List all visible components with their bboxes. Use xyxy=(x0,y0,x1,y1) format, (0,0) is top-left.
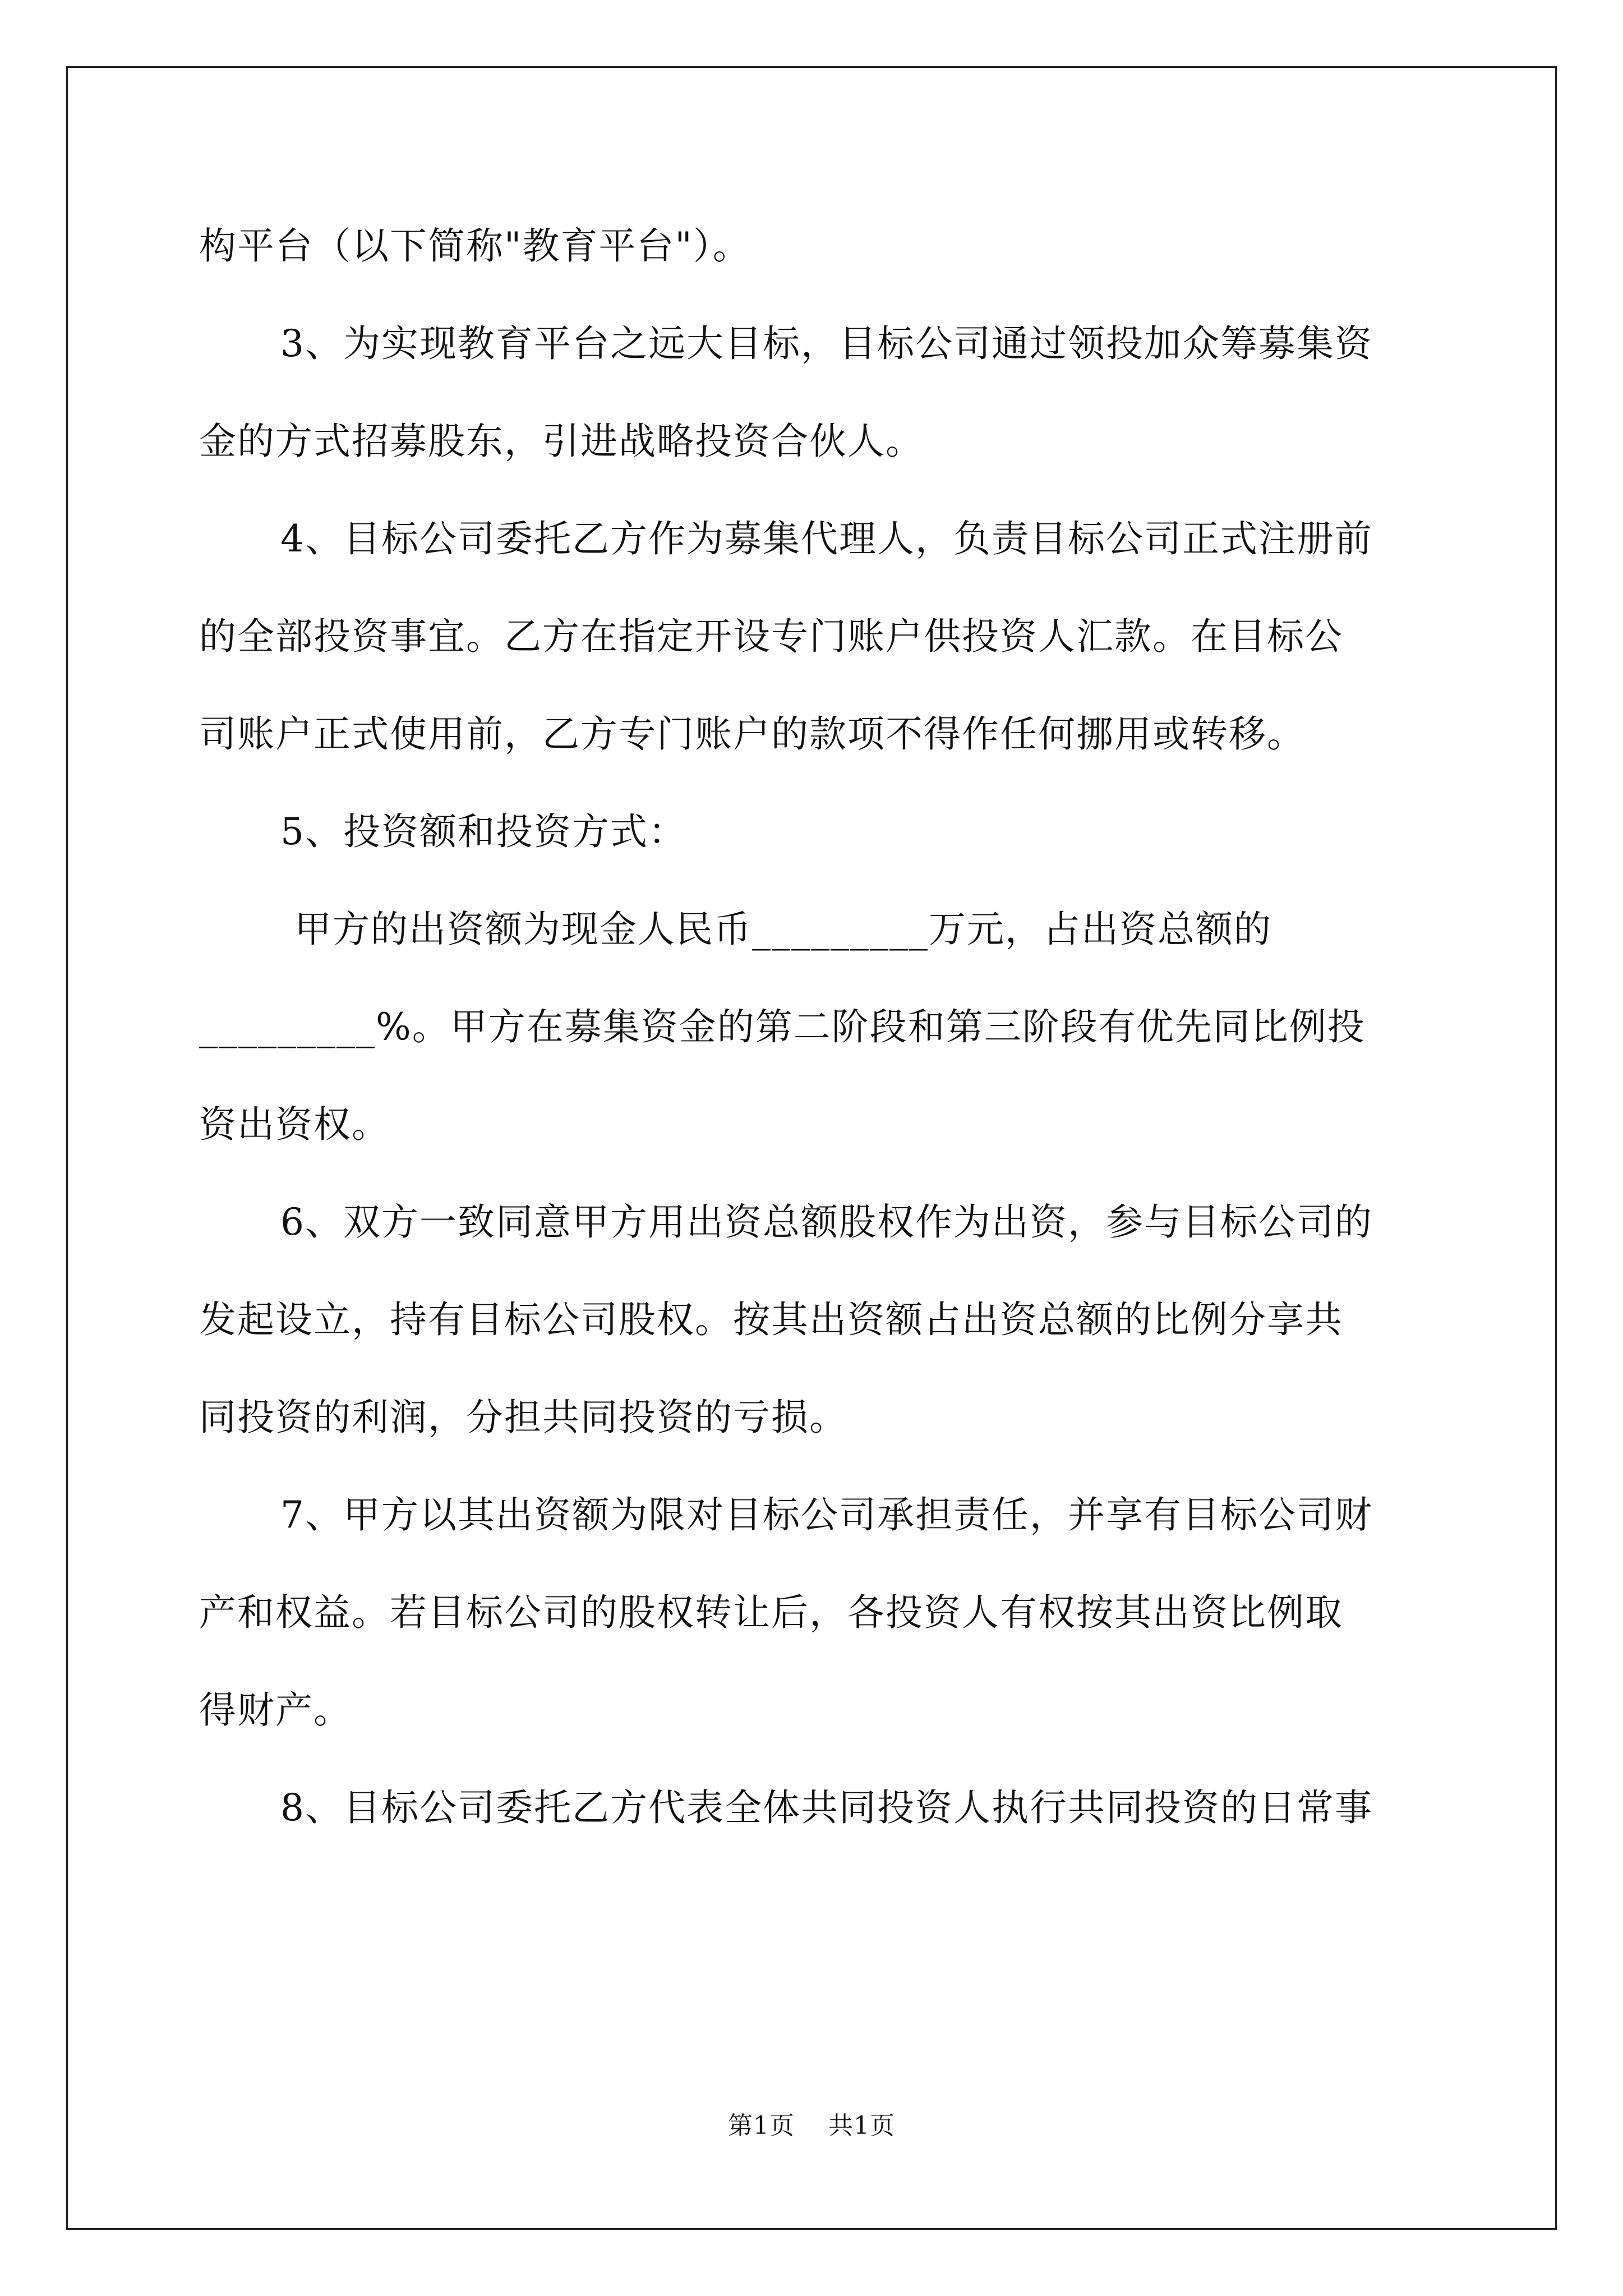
paragraph-line: 3、为实现教育平台之远大目标，目标公司通过领投加众筹募集资 xyxy=(280,322,1373,365)
paragraph-line: 6、双方一致同意甲方用出资总额股权作为出资，参与目标公司的 xyxy=(280,1200,1373,1244)
paragraph-line: 7、甲方以其出资额为限对目标公司承担责任，并享有目标公司财 xyxy=(280,1493,1373,1536)
paragraph-line: 的全部投资事宜。乙方在指定开设专门账户供投资人汇款。在目标公 xyxy=(199,615,1343,658)
paragraph-line: 同投资的利润，分担共同投资的亏损。 xyxy=(199,1396,847,1439)
paragraph-line: 5、投资额和投资方式： xyxy=(280,810,686,853)
paragraph-line: 发起设立，持有目标公司股权。按其出资额占出资总额的比例分享共 xyxy=(199,1298,1343,1341)
paragraph-line: 甲方的出资额为现金人民币_________万元，占出资总额的 xyxy=(294,908,1272,951)
paragraph-line: 资出资权。 xyxy=(199,1103,390,1146)
paragraph-line: 产和权益。若目标公司的股权转让后，各投资人有权按其出资比例取 xyxy=(199,1591,1343,1634)
paragraph-line: 构平台（以下简称"教育平台"）。 xyxy=(199,224,751,268)
page-number-current: 第1页 xyxy=(728,2111,795,2140)
page-footer xyxy=(0,2109,1623,2143)
page-number-total: 共1页 xyxy=(828,2111,895,2140)
paragraph-line: 4、目标公司委托乙方作为募集代理人，负责目标公司正式注册前 xyxy=(280,517,1373,560)
paragraph-line: 司账户正式使用前，乙方专门账户的款项不得作任何挪用或转移。 xyxy=(199,712,1305,756)
paragraph-line: _________%。甲方在募集资金的第二阶段和第三阶段有优先同比例投 xyxy=(199,1005,1366,1048)
paragraph-line: 金的方式招募股东，引进战略投资合伙人。 xyxy=(199,420,924,463)
paragraph-line: 8、目标公司委托乙方代表全体共同投资人执行共同投资的日常事 xyxy=(280,1786,1373,1829)
document-body xyxy=(199,199,1427,1832)
paragraph-line: 得财产。 xyxy=(199,1688,352,1732)
